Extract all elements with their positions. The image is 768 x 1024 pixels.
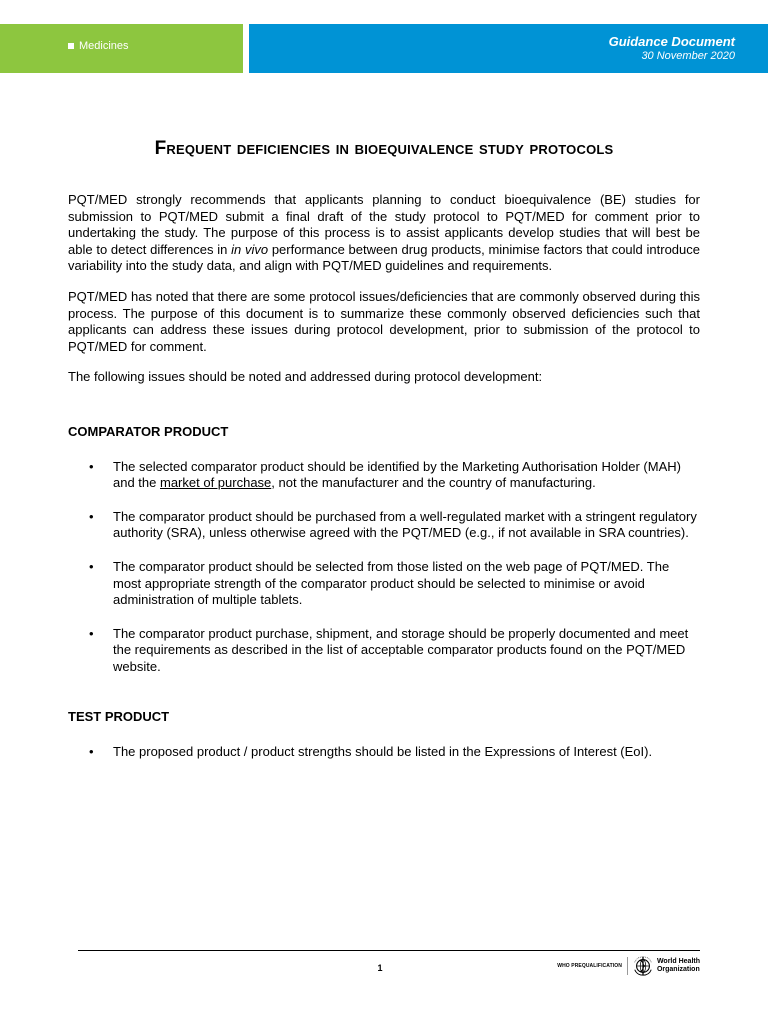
- footer-logos: [557, 955, 700, 977]
- prequalification-label: WHO PREQUALIFICATION: [557, 963, 622, 969]
- bullet-icon: •: [89, 508, 94, 524]
- comparator-b1-text-b: , not the manufacturer and the country of manufacturing.: [271, 475, 596, 491]
- comparator-heading: COMPARATOR PRODUCT: [68, 423, 229, 439]
- comparator-b1-underlined: market of purchase: [160, 475, 272, 491]
- header-green-band: [0, 24, 243, 73]
- page-number: 1: [377, 963, 383, 973]
- footer-divider: [78, 950, 700, 951]
- category-text: Medicines: [79, 40, 129, 52]
- comparator-list: [68, 459, 700, 676]
- category-label: [68, 40, 129, 52]
- document-body: [68, 192, 700, 778]
- who-name: [657, 958, 700, 974]
- document-date: 30 November 2020: [641, 50, 735, 62]
- comparator-b2-text: The comparator product should be purchased from a well-regulated market with a stringent regulatory authority (SRA), unless otherwise agreed with the PQT/MED (e.g., if not available in SRA countries).: [113, 508, 697, 541]
- comparator-b3-text: The comparator product should be selected from those listed on the web page of PQT/MED. The most appropriate strength of the comparator product should be selected to minimise or avoid administration of multiple tablets.: [113, 558, 670, 608]
- test-b1-text: The proposed product / product strengths should be listed in the Expressions of Interest (EoI).: [113, 744, 653, 760]
- list-item: [68, 744, 700, 761]
- who-emblem-icon: [632, 955, 654, 977]
- comparator-b1-text-a: The selected comparator product should be identified by the Marketing Authorisation Holder (MAH) and the: [113, 458, 681, 491]
- intro-p1-text-a: PQT/MED strongly recommends that applicants planning to conduct bioequivalence (BE) studies for submission to PQT/MED submit a final draft of the study protocol to PQT/MED for comment prior to undertaking the study. The purpose of this process is to assist applicants develop studies that will best be able to detect differences in: [68, 192, 700, 257]
- document-type: Guidance Document: [608, 34, 735, 49]
- bullet-icon: •: [89, 744, 94, 760]
- logo-separator: [627, 957, 628, 975]
- bullet-icon: •: [89, 458, 94, 474]
- page-title: Frequent deficiencies in bioequivalence study protocols: [154, 138, 614, 159]
- list-item: [68, 559, 700, 609]
- square-bullet-icon: [68, 43, 74, 49]
- intro-paragraph-1: [68, 192, 700, 275]
- intro-paragraph-2: PQT/MED has noted that there are some protocol issues/deficiencies that are commonly observed during this process. The purpose of this document is to summarize these commonly observed deficiencies such that applicants can address these issues during protocol development, prior to submission of the protocol to PQT/MED for comment.: [68, 288, 700, 354]
- intro-paragraph-3: The following issues should be noted and addressed during protocol development:: [68, 369, 543, 385]
- header-blue-band: [249, 24, 768, 73]
- list-item: [68, 459, 700, 492]
- intro-p1-text-b: performance between drug products, minimise factors that could introduce variability into the study data, and align with PQT/MED guidelines and requirements.: [68, 241, 700, 274]
- bullet-icon: •: [89, 558, 94, 574]
- list-item: [68, 509, 700, 542]
- comparator-b4-text: The comparator product purchase, shipment, and storage should be properly documented and meet the requirements as described in the list of acceptable comparator products found on the PQT/MED website.: [113, 625, 689, 674]
- bullet-icon: •: [89, 625, 94, 641]
- who-name-line-2: Organization: [656, 966, 700, 973]
- list-item: [68, 626, 700, 676]
- intro-p1-emphasis: in vivo: [231, 241, 269, 257]
- test-product-list: [68, 744, 700, 761]
- test-product-heading: TEST PRODUCT: [68, 709, 170, 725]
- who-name-line-1: World Health: [656, 958, 700, 965]
